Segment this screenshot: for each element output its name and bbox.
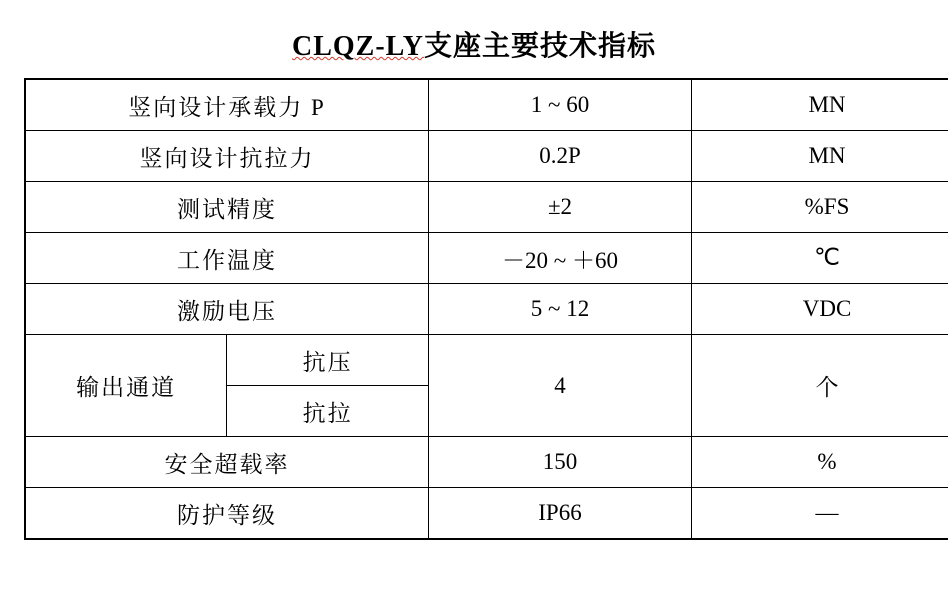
page-title-prefix: CLQZ-LY	[291, 31, 424, 62]
table-row	[25, 284, 948, 335]
row-label: 工作温度	[25, 233, 429, 284]
row-value: IP66	[429, 488, 692, 540]
row-value: 1 ~ 60	[429, 79, 692, 131]
table-row	[25, 131, 948, 182]
row-sublabel-tension: 抗拉	[227, 386, 429, 437]
row-value: 4	[429, 335, 692, 437]
row-unit: ℃	[692, 233, 948, 284]
page-title	[0, 0, 948, 78]
row-unit: —	[692, 488, 948, 540]
table-row	[25, 488, 948, 540]
row-label: 安全超载率	[25, 437, 429, 488]
table-row	[25, 437, 948, 488]
row-sublabel-compression: 抗压	[227, 335, 429, 386]
row-value: 5 ~ 12	[429, 284, 692, 335]
row-label: 竖向设计承载力 P	[25, 79, 429, 131]
table-row-merged-first	[25, 335, 948, 386]
row-label: 激励电压	[25, 284, 429, 335]
table-row	[25, 233, 948, 284]
row-value: 0.2P	[429, 131, 692, 182]
row-value: ±2	[429, 182, 692, 233]
row-value: －20 ~ ＋60	[429, 233, 692, 284]
row-unit: %	[692, 437, 948, 488]
row-unit: MN	[692, 79, 948, 131]
row-label: 防护等级	[25, 488, 429, 540]
spec-table	[24, 78, 948, 540]
row-label: 测试精度	[25, 182, 429, 233]
row-unit: 个	[692, 335, 948, 437]
row-unit: %FS	[692, 182, 948, 233]
row-unit: VDC	[692, 284, 948, 335]
page-title-suffix: 支座主要技术指标	[424, 31, 657, 62]
table-row	[25, 79, 948, 131]
row-value: 150	[429, 437, 692, 488]
row-label-merged: 输出通道	[25, 335, 227, 437]
table-row	[25, 182, 948, 233]
row-label: 竖向设计抗拉力	[25, 131, 429, 182]
spec-table-container	[0, 78, 948, 540]
row-unit: MN	[692, 131, 948, 182]
